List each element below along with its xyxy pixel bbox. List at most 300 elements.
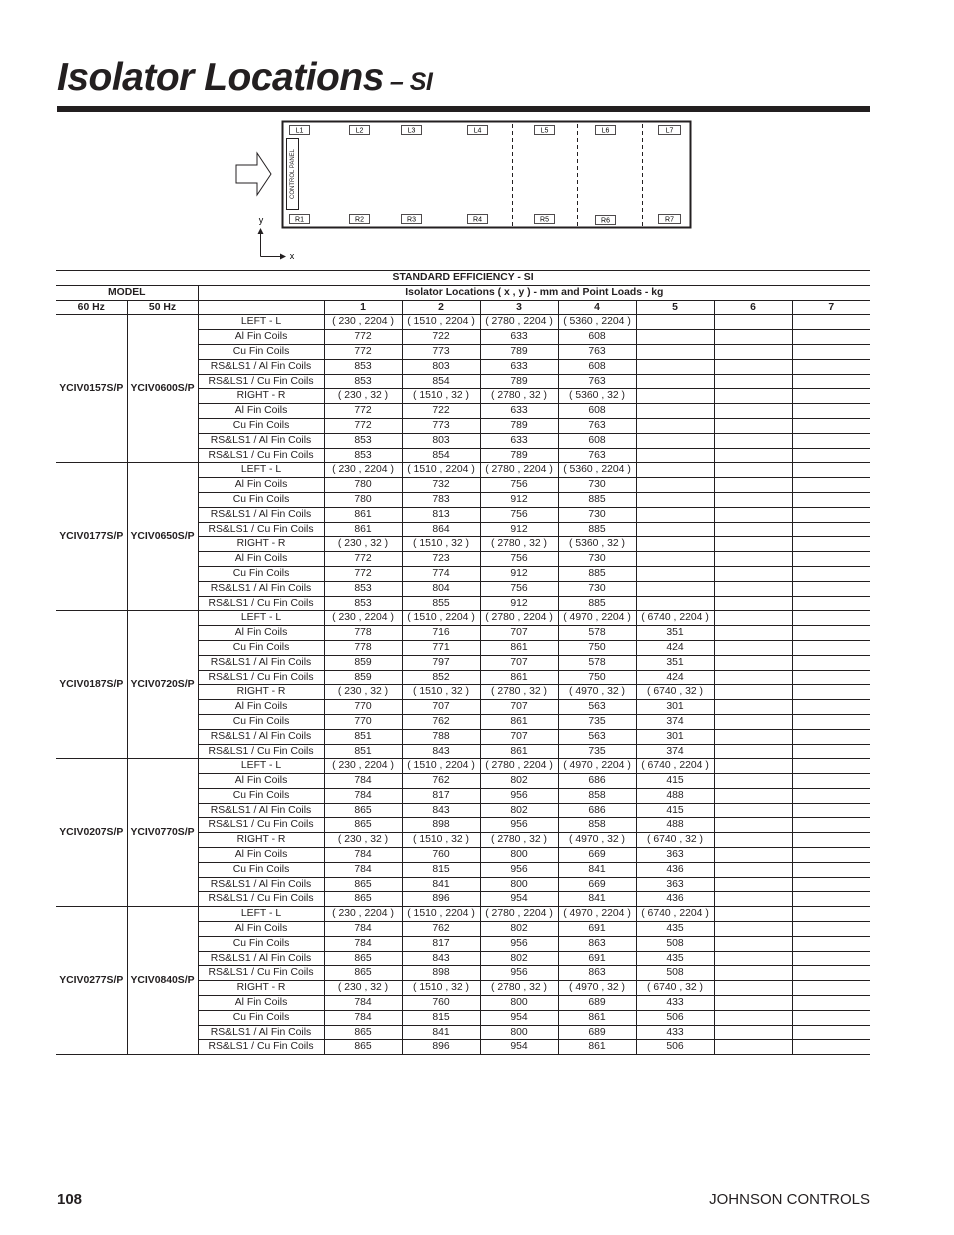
table-cell: [792, 892, 870, 907]
table-cell: 841: [558, 862, 636, 877]
table-cell: [792, 626, 870, 641]
row-label: LEFT - L: [198, 315, 324, 330]
table-cell: [792, 463, 870, 478]
isolator-l4: L4: [473, 127, 482, 135]
table-cell: [792, 537, 870, 552]
table-cell: [792, 907, 870, 922]
table-cell: [636, 492, 714, 507]
table-cell: 608: [558, 330, 636, 345]
table-cell: [636, 581, 714, 596]
table-cell: 691: [558, 922, 636, 937]
table-cell: [792, 552, 870, 567]
page-title-suffix: – SI: [389, 68, 433, 96]
row-label: RIGHT - R: [198, 833, 324, 848]
table-cell: [792, 774, 870, 789]
table-cell: ( 230 , 32 ): [324, 389, 402, 404]
table-cell: [714, 996, 792, 1011]
table-cell: [714, 1025, 792, 1040]
table-cell: 633: [480, 359, 558, 374]
table-cell: 723: [402, 552, 480, 567]
table-cell: 815: [402, 1010, 480, 1025]
table-cell: [636, 448, 714, 463]
table-cell: 855: [402, 596, 480, 611]
table-cell: ( 2780 , 32 ): [480, 537, 558, 552]
table-cell: 858: [558, 818, 636, 833]
table-cell: 802: [480, 774, 558, 789]
table-cell: [636, 478, 714, 493]
isolator-diagram-svg: [228, 118, 698, 266]
table-cell: 843: [402, 744, 480, 759]
table-cell: ( 4970 , 32 ): [558, 685, 636, 700]
table-cell: [792, 1040, 870, 1055]
table-cell: [714, 818, 792, 833]
table-cell: ( 1510 , 2204 ): [402, 315, 480, 330]
table-cell: [714, 670, 792, 685]
model-50hz: YCIV0650S/P: [127, 463, 198, 611]
row-label: RS&LS1 / Cu Fin Coils: [198, 966, 324, 981]
table-cell: 772: [324, 344, 402, 359]
table-cell: ( 4970 , 2204 ): [558, 907, 636, 922]
table-cell: 885: [558, 522, 636, 537]
table-cell: 633: [480, 433, 558, 448]
table-cell: 841: [402, 877, 480, 892]
table-cell: 784: [324, 996, 402, 1011]
table-cell: 865: [324, 951, 402, 966]
table-cell: 506: [636, 1010, 714, 1025]
table-cell: 800: [480, 877, 558, 892]
row-label: RIGHT - R: [198, 685, 324, 700]
table-cell: 861: [480, 640, 558, 655]
table-cell: ( 6740 , 2204 ): [636, 907, 714, 922]
table-cell: [792, 404, 870, 419]
company-name: JOHNSON CONTROLS: [709, 1191, 870, 1208]
table-cell: 351: [636, 626, 714, 641]
table-cell: [714, 626, 792, 641]
table-cell: [792, 685, 870, 700]
table-cell: [792, 566, 870, 581]
table-cell: 750: [558, 670, 636, 685]
row-label: RS&LS1 / Al Fin Coils: [198, 581, 324, 596]
model-50hz: YCIV0770S/P: [127, 759, 198, 907]
table-cell: 784: [324, 936, 402, 951]
table-cell: 707: [402, 700, 480, 715]
table-cell: 508: [636, 936, 714, 951]
table-cell: 506: [636, 1040, 714, 1055]
page-title-text: Isolator Locations: [57, 56, 384, 99]
table-cell: 760: [402, 996, 480, 1011]
table-cell: 865: [324, 966, 402, 981]
isolator-r1: R1: [295, 216, 304, 224]
table-cell: 784: [324, 848, 402, 863]
table-cell: 770: [324, 714, 402, 729]
row-label-header: [198, 300, 324, 315]
table-cell: 707: [480, 655, 558, 670]
row-label: RS&LS1 / Cu Fin Coils: [198, 374, 324, 389]
hz60-header: 60 Hz: [56, 300, 127, 315]
table-cell: 756: [480, 581, 558, 596]
row-label: RIGHT - R: [198, 389, 324, 404]
table-cell: [714, 892, 792, 907]
table-cell: ( 230 , 32 ): [324, 981, 402, 996]
table-cell: 707: [480, 626, 558, 641]
table-cell: [792, 389, 870, 404]
table-cell: [714, 537, 792, 552]
table-cell: ( 2780 , 2204 ): [480, 315, 558, 330]
table-cell: [714, 744, 792, 759]
model-60hz: YCIV0277S/P: [56, 907, 127, 1055]
table-cell: ( 5360 , 2204 ): [558, 463, 636, 478]
row-label: RS&LS1 / Cu Fin Coils: [198, 818, 324, 833]
table-cell: 853: [324, 433, 402, 448]
row-label: Cu Fin Coils: [198, 862, 324, 877]
table-cell: 861: [558, 1010, 636, 1025]
table-cell: ( 1510 , 2204 ): [402, 907, 480, 922]
table-cell: 956: [480, 936, 558, 951]
table-cell: 783: [402, 492, 480, 507]
table-cell: 433: [636, 996, 714, 1011]
table-cell: 578: [558, 655, 636, 670]
table-cell: 716: [402, 626, 480, 641]
table-cell: 841: [558, 892, 636, 907]
table-cell: 788: [402, 729, 480, 744]
row-label: Al Fin Coils: [198, 478, 324, 493]
isolator-table: [56, 270, 870, 1055]
isolator-l2: L2: [355, 127, 364, 135]
table-cell: [792, 522, 870, 537]
table-cell: [714, 389, 792, 404]
table-cell: 912: [480, 596, 558, 611]
table-cell: 756: [480, 552, 558, 567]
row-label: LEFT - L: [198, 907, 324, 922]
table-cell: 858: [558, 788, 636, 803]
model-header: MODEL: [56, 285, 198, 300]
table-cell: [714, 907, 792, 922]
table-cell: [714, 448, 792, 463]
table-cell: [714, 803, 792, 818]
table-cell: 861: [480, 670, 558, 685]
isolator-r2: R2: [355, 216, 364, 224]
model-60hz: YCIV0177S/P: [56, 463, 127, 611]
table-cell: 763: [558, 374, 636, 389]
row-label: Cu Fin Coils: [198, 788, 324, 803]
table-cell: 772: [324, 418, 402, 433]
table-cell: 424: [636, 640, 714, 655]
table-cell: [714, 522, 792, 537]
column-header: 2: [402, 300, 480, 315]
table-cell: 691: [558, 951, 636, 966]
table-cell: [792, 418, 870, 433]
column-header: 6: [714, 300, 792, 315]
row-label: Cu Fin Coils: [198, 566, 324, 581]
page-title: [57, 56, 432, 100]
table-cell: 686: [558, 774, 636, 789]
table-cell: ( 4970 , 32 ): [558, 833, 636, 848]
row-label: RS&LS1 / Al Fin Coils: [198, 359, 324, 374]
table-cell: 763: [558, 344, 636, 359]
table-cell: [792, 818, 870, 833]
table-cell: 863: [558, 966, 636, 981]
row-label: RIGHT - R: [198, 981, 324, 996]
table-cell: [714, 463, 792, 478]
table-cell: 608: [558, 359, 636, 374]
table-cell: 851: [324, 729, 402, 744]
row-label: RS&LS1 / Cu Fin Coils: [198, 892, 324, 907]
table-cell: 563: [558, 700, 636, 715]
row-label: Al Fin Coils: [198, 848, 324, 863]
table-cell: [792, 344, 870, 359]
table-cell: 802: [480, 803, 558, 818]
row-label: RS&LS1 / Cu Fin Coils: [198, 448, 324, 463]
table-cell: [792, 492, 870, 507]
table-cell: 784: [324, 788, 402, 803]
table-cell: 803: [402, 359, 480, 374]
table-cell: ( 230 , 2204 ): [324, 759, 402, 774]
table-cell: ( 230 , 2204 ): [324, 463, 402, 478]
isolator-diagram: [228, 118, 698, 271]
table-cell: 797: [402, 655, 480, 670]
table-row: [56, 463, 870, 478]
row-label: RIGHT - R: [198, 537, 324, 552]
table-cell: 435: [636, 951, 714, 966]
table-cell: 784: [324, 1010, 402, 1025]
table-cell: [714, 951, 792, 966]
table-cell: ( 230 , 32 ): [324, 833, 402, 848]
model-60hz: YCIV0187S/P: [56, 611, 127, 759]
table-cell: ( 1510 , 2204 ): [402, 759, 480, 774]
table-cell: [792, 478, 870, 493]
table-cell: 865: [324, 892, 402, 907]
table-cell: 435: [636, 922, 714, 937]
table-cell: [792, 596, 870, 611]
page-number: 108: [57, 1191, 83, 1208]
table-cell: ( 2780 , 2204 ): [480, 463, 558, 478]
table-cell: 669: [558, 877, 636, 892]
table-cell: 772: [324, 404, 402, 419]
table-cell: 800: [480, 1025, 558, 1040]
model-50hz: YCIV0720S/P: [127, 611, 198, 759]
table-cell: [792, 759, 870, 774]
row-label: RS&LS1 / Al Fin Coils: [198, 877, 324, 892]
table-cell: 885: [558, 566, 636, 581]
table-cell: [792, 1010, 870, 1025]
table-cell: [714, 1010, 792, 1025]
row-label: Al Fin Coils: [198, 626, 324, 641]
row-label: RS&LS1 / Al Fin Coils: [198, 507, 324, 522]
table-cell: 669: [558, 848, 636, 863]
table-cell: [792, 951, 870, 966]
table-cell: 433: [636, 1025, 714, 1040]
table-cell: 804: [402, 581, 480, 596]
row-label: Al Fin Coils: [198, 922, 324, 937]
table-cell: [792, 996, 870, 1011]
row-label: RS&LS1 / Cu Fin Coils: [198, 670, 324, 685]
table-cell: 789: [480, 374, 558, 389]
table-cell: [636, 507, 714, 522]
table-cell: 735: [558, 744, 636, 759]
table-cell: 885: [558, 492, 636, 507]
table-cell: 861: [558, 1040, 636, 1055]
row-label: RS&LS1 / Al Fin Coils: [198, 655, 324, 670]
table-cell: 778: [324, 640, 402, 655]
table-cell: [792, 936, 870, 951]
table-cell: [792, 803, 870, 818]
table-cell: [792, 833, 870, 848]
table-cell: 800: [480, 848, 558, 863]
table-cell: [714, 596, 792, 611]
table-cell: 773: [402, 418, 480, 433]
table-cell: 488: [636, 788, 714, 803]
table-cell: [792, 330, 870, 345]
table-cell: 608: [558, 404, 636, 419]
unit-outline: [283, 122, 691, 228]
table-cell: [792, 729, 870, 744]
axis-y-label: y: [258, 215, 264, 225]
table-cell: [714, 862, 792, 877]
row-label: RS&LS1 / Cu Fin Coils: [198, 1040, 324, 1055]
table-cell: [714, 966, 792, 981]
table-cell: ( 5360 , 32 ): [558, 389, 636, 404]
table-cell: 817: [402, 788, 480, 803]
table-cell: [636, 404, 714, 419]
table-cell: 898: [402, 966, 480, 981]
table-cell: 730: [558, 581, 636, 596]
table-cell: 301: [636, 700, 714, 715]
row-label: Al Fin Coils: [198, 700, 324, 715]
table-cell: 780: [324, 478, 402, 493]
table-cell: 424: [636, 670, 714, 685]
table-cell: 861: [480, 744, 558, 759]
table-cell: 861: [324, 522, 402, 537]
table-cell: ( 230 , 2204 ): [324, 907, 402, 922]
table-cell: 750: [558, 640, 636, 655]
table-cell: 772: [324, 566, 402, 581]
table-cell: ( 2780 , 32 ): [480, 685, 558, 700]
table-cell: ( 1510 , 2204 ): [402, 611, 480, 626]
table-cell: [792, 374, 870, 389]
table-cell: 780: [324, 492, 402, 507]
table-cell: 954: [480, 1040, 558, 1055]
table-cell: [714, 418, 792, 433]
table-cell: 784: [324, 922, 402, 937]
table-cell: 415: [636, 774, 714, 789]
table-cell: 800: [480, 996, 558, 1011]
table-cell: 861: [324, 507, 402, 522]
table-cell: 563: [558, 729, 636, 744]
table-cell: 859: [324, 670, 402, 685]
row-label: Al Fin Coils: [198, 996, 324, 1011]
table-cell: 773: [402, 344, 480, 359]
row-label: RS&LS1 / Al Fin Coils: [198, 433, 324, 448]
table-cell: [792, 714, 870, 729]
row-label: Al Fin Coils: [198, 404, 324, 419]
row-label: Cu Fin Coils: [198, 344, 324, 359]
table-cell: [714, 315, 792, 330]
table-cell: 912: [480, 522, 558, 537]
table-cell: 853: [324, 374, 402, 389]
isolator-r7: R7: [665, 216, 674, 224]
table-cell: [792, 640, 870, 655]
table-cell: [714, 433, 792, 448]
row-label: Cu Fin Coils: [198, 492, 324, 507]
table-cell: 865: [324, 877, 402, 892]
table-cell: 763: [558, 418, 636, 433]
table-cell: [714, 507, 792, 522]
table-cell: 707: [480, 700, 558, 715]
table-cell: ( 4970 , 2204 ): [558, 611, 636, 626]
table-cell: 865: [324, 1025, 402, 1040]
table-cell: [714, 685, 792, 700]
table-cell: [714, 774, 792, 789]
table-cell: 815: [402, 862, 480, 877]
isolator-l5: L5: [540, 127, 549, 135]
column-header: 3: [480, 300, 558, 315]
row-label: Cu Fin Coils: [198, 936, 324, 951]
model-50hz: YCIV0840S/P: [127, 907, 198, 1055]
table-cell: [714, 640, 792, 655]
table-cell: ( 6740 , 32 ): [636, 981, 714, 996]
table-cell: 633: [480, 404, 558, 419]
table-cell: [714, 714, 792, 729]
table-cell: 762: [402, 922, 480, 937]
table-cell: [714, 581, 792, 596]
table-cell: [792, 981, 870, 996]
column-header: 1: [324, 300, 402, 315]
table-cell: 853: [324, 448, 402, 463]
table-cell: 762: [402, 714, 480, 729]
row-label: Al Fin Coils: [198, 774, 324, 789]
table-cell: ( 4970 , 32 ): [558, 981, 636, 996]
table-cell: [714, 611, 792, 626]
table-cell: ( 1510 , 32 ): [402, 981, 480, 996]
table-cell: 436: [636, 892, 714, 907]
table-cell: [714, 700, 792, 715]
table-cell: [792, 877, 870, 892]
table-cell: 730: [558, 552, 636, 567]
table-cell: 843: [402, 803, 480, 818]
locations-header: Isolator Locations ( x , y ) - mm and Point Loads - kg: [198, 285, 870, 300]
table-cell: 686: [558, 803, 636, 818]
table-cell: 762: [402, 774, 480, 789]
table-cell: 735: [558, 714, 636, 729]
table-cell: 864: [402, 522, 480, 537]
table-cell: [714, 833, 792, 848]
table-cell: ( 1510 , 32 ): [402, 833, 480, 848]
model-60hz: YCIV0207S/P: [56, 759, 127, 907]
column-header: 7: [792, 300, 870, 315]
row-label: RS&LS1 / Cu Fin Coils: [198, 596, 324, 611]
table-cell: ( 2780 , 32 ): [480, 389, 558, 404]
table-cell: 885: [558, 596, 636, 611]
row-label: RS&LS1 / Al Fin Coils: [198, 803, 324, 818]
table-cell: 488: [636, 818, 714, 833]
table-cell: 608: [558, 433, 636, 448]
table-cell: [714, 759, 792, 774]
row-label: Cu Fin Coils: [198, 418, 324, 433]
table-cell: [792, 1025, 870, 1040]
title-rule: [57, 106, 870, 112]
table-cell: [636, 344, 714, 359]
row-label: LEFT - L: [198, 611, 324, 626]
table-cell: [636, 433, 714, 448]
table-row: [56, 611, 870, 626]
table-cell: 363: [636, 848, 714, 863]
isolator-l1: L1: [295, 127, 304, 135]
table-cell: 508: [636, 966, 714, 981]
table-cell: 784: [324, 774, 402, 789]
table-cell: 852: [402, 670, 480, 685]
table-cell: 861: [480, 714, 558, 729]
table-cell: ( 6740 , 32 ): [636, 685, 714, 700]
